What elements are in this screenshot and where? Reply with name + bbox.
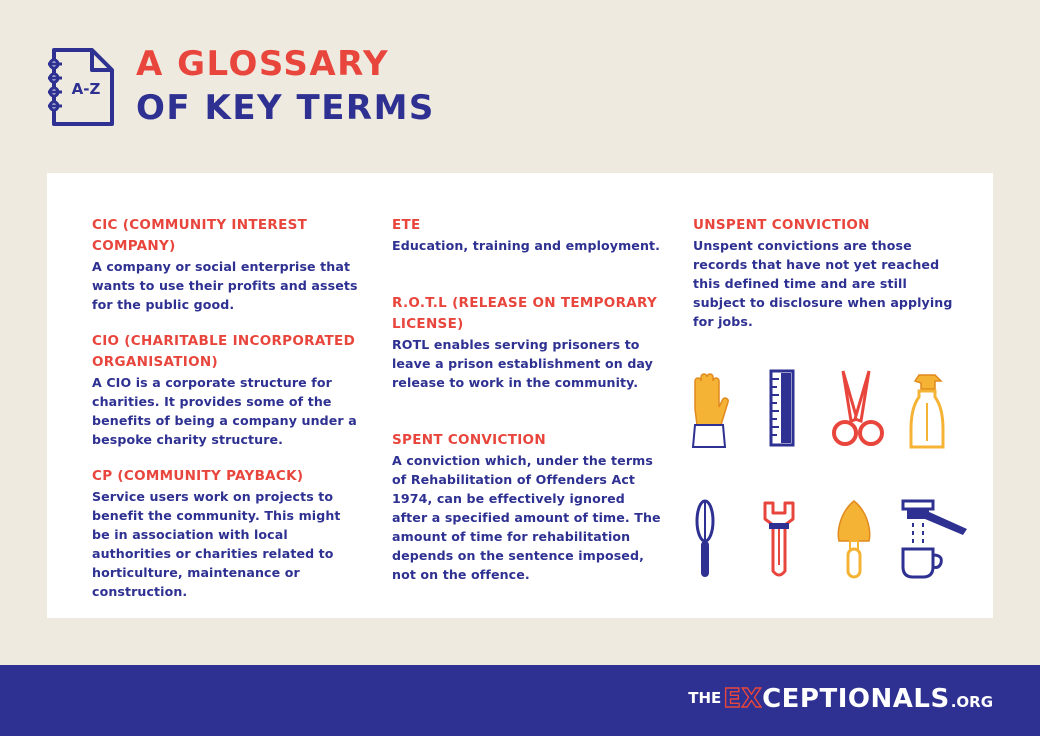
the-exceptionals-logo[interactable] <box>688 683 993 715</box>
glossary-term: CIO (CHARITABLE INCORPORATED ORGANISATION) <box>92 333 356 370</box>
title-line-1: A GLOSSARY <box>136 44 390 84</box>
glossary-term: UNSPENT CONVICTION <box>693 217 870 233</box>
a-z-notebook-icon <box>46 46 116 128</box>
coffee-machine-icon <box>897 499 977 579</box>
glossary-entry-cio <box>92 331 362 449</box>
glossary-entry-cp <box>92 466 362 601</box>
scissors-icon <box>821 369 891 449</box>
glossary-entry-spent-conviction <box>392 430 662 584</box>
whisk-icon <box>683 499 733 579</box>
glossary-definition: Unspent convictions are those records that have not yet reached this defined time and are still subject to disclosure when applying for jobs. <box>693 238 953 329</box>
glossary-entry-cic <box>92 215 362 314</box>
footer-bar <box>0 665 1040 736</box>
logo-ex: EX <box>723 684 763 714</box>
glossary-column-2 <box>392 215 662 622</box>
spray-bottle-icon <box>901 369 951 449</box>
tool-icons-grid <box>683 363 983 583</box>
glossary-definition: Education, training and employment. <box>392 238 661 253</box>
ruler-icon <box>759 369 809 449</box>
glossary-term: CP (COMMUNITY PAYBACK) <box>92 468 304 484</box>
glove-icon <box>685 369 735 449</box>
glossary-term: CIC (COMMUNITY INTEREST COMPANY) <box>92 217 308 254</box>
logo-ceptionals: CEPTIONALS <box>762 684 950 714</box>
a-z-badge-text: A-Z <box>71 80 101 98</box>
glossary-term: ETE <box>392 217 421 233</box>
glossary-column-1 <box>92 215 362 618</box>
glossary-term: R.O.T.L (RELEASE ON TEMPORARY LICENSE) <box>392 295 658 332</box>
trowel-icon <box>829 499 879 579</box>
glossary-definition: Service users work on projects to benefit the community. This might be in association with local authorities or charities related to horticulture, maintenance or construction. <box>92 489 341 599</box>
glossary-definition: A company or social enterprise that wants to use their profits and assets for the public good. <box>92 259 358 312</box>
glossary-card <box>47 173 993 618</box>
glossary-definition: ROTL enables serving prisoners to leave a prison establishment on day release to work in the community. <box>392 337 653 390</box>
glossary-definition: A conviction which, under the terms of Rehabilitation of Offenders Act 1974, can be effectively ignored after a specified amount of time. The amount of time for rehabilitation depends on the sentence imposed, not on the offence. <box>392 453 661 582</box>
glossary-term: SPENT CONVICTION <box>392 432 546 448</box>
glossary-entry-rotl <box>392 293 662 392</box>
wrench-icon <box>755 499 805 579</box>
glossary-entry-ete <box>392 215 662 255</box>
glossary-column-3 <box>693 215 953 348</box>
glossary-definition: A CIO is a corporate structure for charities. It provides some of the benefits of being a company under a bespoke charity structure. <box>92 375 357 447</box>
logo-the: THE <box>688 689 722 707</box>
logo-org: .ORG <box>950 693 993 711</box>
title-line-2: OF KEY TERMS <box>136 88 435 128</box>
glossary-entry-unspent-conviction <box>693 215 953 331</box>
page-title <box>136 42 435 130</box>
